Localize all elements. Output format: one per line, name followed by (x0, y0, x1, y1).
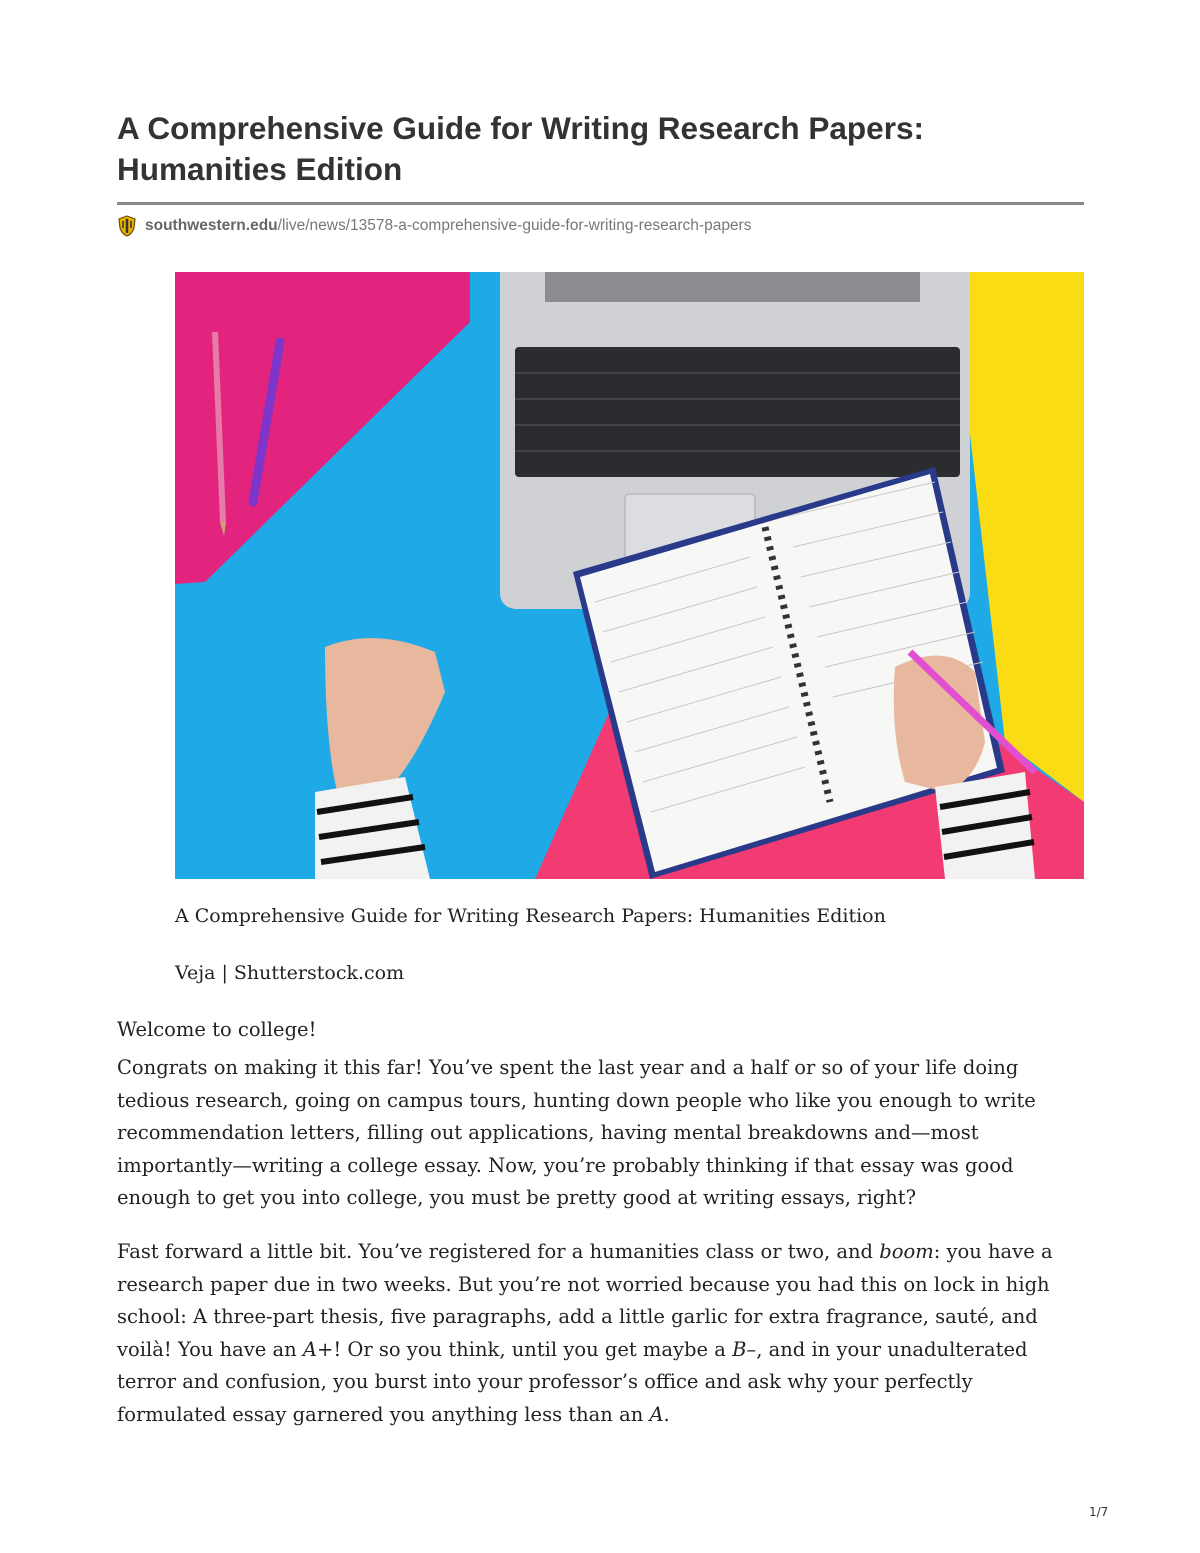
body-paragraph-2 (117, 1236, 1077, 1431)
emphasis: B– (732, 1337, 757, 1361)
shield-icon (117, 215, 137, 237)
text-run: , and in your unadulterated terror and confusion, you burst into your professor’s office and ask why your perfectly formulated essay garnered you anything less than an (117, 1337, 1028, 1426)
welcome-heading: Welcome to college! (117, 1018, 317, 1041)
text-run: . (663, 1402, 670, 1426)
emphasis: A (649, 1402, 664, 1426)
image-caption: A Comprehensive Guide for Writing Research Papers: Humanities Edition (175, 905, 886, 927)
page-title: A Comprehensive Guide for Writing Research Papers: Humanities Edition (117, 110, 924, 187)
text-run: : you have a research paper due in two weeks. But you’re not worried because you had this on lock in high school: A three-part thesis, five paragraphs, add a little garlic for extra fragrance, sauté, and voilà! You have an (117, 1240, 1053, 1361)
source-link[interactable] (117, 214, 751, 238)
source-domain: southwestern.edu (145, 217, 278, 234)
page-number: 1/7 (1089, 1505, 1109, 1519)
text-run: ! Or so you think, until you get maybe a (333, 1337, 733, 1361)
image-credit: Veja | Shutterstock.com (175, 962, 405, 984)
emphasis: boom (879, 1240, 934, 1263)
text-run: Fast forward a little bit. You’ve registered for a humanities class or two, and (117, 1240, 880, 1263)
source-path: /live/news/13578-a-comprehensive-guide-for-writing-research-papers (277, 217, 752, 234)
title-divider (117, 202, 1084, 205)
hero-image (175, 272, 1084, 879)
emphasis: A+ (302, 1337, 334, 1361)
body-paragraph-1: Congrats on making it this far! You’ve spent the last year and a half or so of your life doing tedious research, going on campus tours, hunting down people who like you enough to write recommendation letters, filling out applications, having mental breakdowns and—most importantly—writing a college essay. Now, you’re probably thinking if that essay was good enough to get you into college, you must be pretty good at writing essays, right? (117, 1056, 1036, 1209)
